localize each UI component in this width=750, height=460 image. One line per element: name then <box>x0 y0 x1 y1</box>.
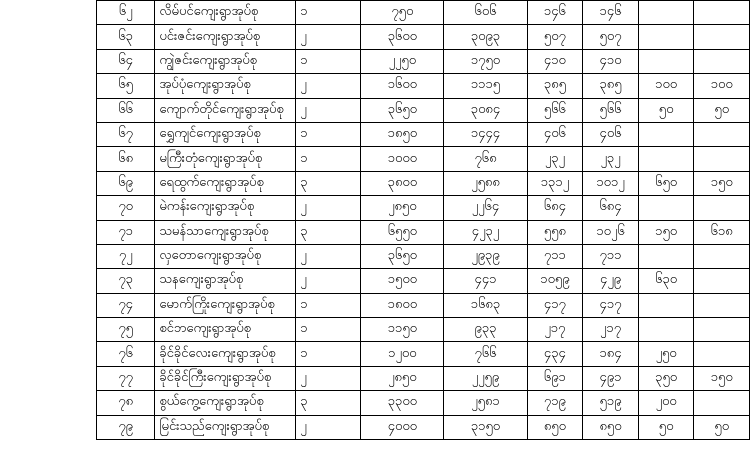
row-number-cell: ၇၀ <box>97 196 155 220</box>
column-c-cell: ၇၆၈ <box>444 147 527 171</box>
table-row <box>97 244 750 268</box>
row-number-cell: ၆၆ <box>97 98 155 122</box>
column-c-cell: ၄၂၃၂ <box>444 220 527 244</box>
village-tract-name-cell: ခိုင်ခိုင်လေးကျေးရွာအုပ်စု <box>155 342 296 366</box>
table-row <box>97 49 750 73</box>
table-row <box>97 171 750 195</box>
column-f-cell <box>638 147 694 171</box>
column-g-cell <box>694 196 750 220</box>
row-number-cell: ၆၇ <box>97 122 155 146</box>
column-a-cell: ၂ <box>296 98 361 122</box>
column-f-cell: ၆၃၀ <box>638 269 694 293</box>
column-d-cell: ၂၁၇ <box>527 318 583 342</box>
column-e-cell: ၄၂၉ <box>583 269 639 293</box>
column-e-cell: ၄၉၁ <box>583 366 639 390</box>
village-tract-name-cell: မောက်ကြိုးကျေးရွာအုပ်စု <box>155 293 296 317</box>
column-f-cell <box>638 244 694 268</box>
column-b-cell: ၁၀၀၀ <box>361 147 444 171</box>
column-g-cell <box>694 244 750 268</box>
column-b-cell: ၂၈၅၀ <box>361 196 444 220</box>
column-e-cell: ၃၈၅ <box>583 74 639 98</box>
column-c-cell: ၇၆၆ <box>444 342 527 366</box>
column-a-cell: ၂ <box>296 415 361 439</box>
row-number-cell: ၆၃ <box>97 25 155 49</box>
column-a-cell: ၂ <box>296 74 361 98</box>
village-tract-name-cell: လိမ်ပင်ကျေးရွာအုပ်စု <box>155 1 296 25</box>
column-d-cell: ၄၁၀ <box>527 49 583 73</box>
column-d-cell: ၂၃၂ <box>527 147 583 171</box>
table-row <box>97 220 750 244</box>
row-number-cell: ၇၄ <box>97 293 155 317</box>
table-row <box>97 196 750 220</box>
column-g-cell <box>694 25 750 49</box>
column-a-cell: ၁ <box>296 318 361 342</box>
row-number-cell: ၆၈ <box>97 147 155 171</box>
row-number-cell: ၇၈ <box>97 391 155 415</box>
column-b-cell: ၁၈၀၀ <box>361 293 444 317</box>
column-f-cell: ၂၀၀ <box>638 391 694 415</box>
column-g-cell: ၁၀၀ <box>694 74 750 98</box>
column-d-cell: ၈၅၀ <box>527 415 583 439</box>
column-a-cell: ၂ <box>296 269 361 293</box>
column-b-cell: ၁၅၀၀ <box>361 269 444 293</box>
column-d-cell: ၁၀၅၉ <box>527 269 583 293</box>
table-row <box>97 366 750 390</box>
row-number-cell: ၇၂ <box>97 244 155 268</box>
column-b-cell: ၁၁၅၀ <box>361 318 444 342</box>
column-c-cell: ၁၄၄၄ <box>444 122 527 146</box>
column-g-cell <box>694 318 750 342</box>
column-b-cell: ၃၃၀၀ <box>361 391 444 415</box>
column-b-cell: ၁၆၀၀ <box>361 74 444 98</box>
column-e-cell: ၁၀၂၆ <box>583 220 639 244</box>
column-g-cell: ၁၅၀ <box>694 171 750 195</box>
column-e-cell: ၅၀၇ <box>583 25 639 49</box>
column-d-cell: ၃၈၅ <box>527 74 583 98</box>
column-a-cell: ၁ <box>296 122 361 146</box>
column-g-cell <box>694 122 750 146</box>
column-c-cell: ၁၆၈၃ <box>444 293 527 317</box>
table-row <box>97 415 750 439</box>
village-tract-name-cell: သနကျေးရွာအုပ်စု <box>155 269 296 293</box>
column-c-cell: ၃၀၉၃ <box>444 25 527 49</box>
column-d-cell: ၅၅၈ <box>527 220 583 244</box>
column-c-cell: ၄၄၁ <box>444 269 527 293</box>
column-g-cell <box>694 293 750 317</box>
column-g-cell <box>694 269 750 293</box>
table-row <box>97 318 750 342</box>
column-a-cell: ၁ <box>296 293 361 317</box>
row-number-cell: ၆၄ <box>97 49 155 73</box>
row-number-cell: ၆၅ <box>97 74 155 98</box>
table-row <box>97 98 750 122</box>
column-d-cell: ၄၀၆ <box>527 122 583 146</box>
village-tract-name-cell: လှတောကျေးရွာအုပ်စု <box>155 244 296 268</box>
village-tract-name-cell: သမန်သာကျေးရွာအုပ်စု <box>155 220 296 244</box>
column-b-cell: ၁၈၅၀ <box>361 122 444 146</box>
column-c-cell: ၂၂၅၉ <box>444 366 527 390</box>
column-g-cell <box>694 342 750 366</box>
row-number-cell: ၇၆ <box>97 342 155 366</box>
column-g-cell <box>694 147 750 171</box>
column-g-cell: ၁၅၀ <box>694 366 750 390</box>
column-g-cell <box>694 1 750 25</box>
column-f-cell: ၅၀ <box>638 98 694 122</box>
village-tract-name-cell: မြင်းသည်ကျေးရွာအုပ်စု <box>155 415 296 439</box>
column-d-cell: ၁၄၆ <box>527 1 583 25</box>
row-number-cell: ၇၁ <box>97 220 155 244</box>
column-a-cell: ၁ <box>296 49 361 73</box>
table-row <box>97 25 750 49</box>
column-e-cell: ၄၁၀ <box>583 49 639 73</box>
column-a-cell: ၁ <box>296 342 361 366</box>
column-d-cell: ၆၈၄ <box>527 196 583 220</box>
column-f-cell <box>638 196 694 220</box>
column-b-cell: ၃၆၀၀ <box>361 25 444 49</box>
column-f-cell <box>638 293 694 317</box>
column-f-cell: ၆၅၀ <box>638 171 694 195</box>
column-c-cell: ၉၃၃ <box>444 318 527 342</box>
column-c-cell: ၁၁၁၅ <box>444 74 527 98</box>
village-tract-name-cell: ရေထွက်ကျေးရွာအုပ်စု <box>155 171 296 195</box>
table-row <box>97 293 750 317</box>
village-tract-name-cell: ရွှေကျင်ကျေးရွာအုပ်စု <box>155 122 296 146</box>
column-b-cell: ၃၆၅၀ <box>361 98 444 122</box>
column-d-cell: ၄၁၇ <box>527 293 583 317</box>
column-a-cell: ၃ <box>296 171 361 195</box>
column-g-cell: ၅၀ <box>694 415 750 439</box>
village-tract-name-cell: ခိုင်ခိုင်ကြီးကျေးရွာအုပ်စု <box>155 366 296 390</box>
row-number-cell: ၆၉ <box>97 171 155 195</box>
table-row <box>97 1 750 25</box>
table-body <box>97 1 750 440</box>
column-c-cell: ၃၁၅၀ <box>444 415 527 439</box>
column-e-cell: ၅၆၆ <box>583 98 639 122</box>
column-c-cell: ၃၀၈၄ <box>444 98 527 122</box>
table-row <box>97 74 750 98</box>
table-row <box>97 391 750 415</box>
column-d-cell: ၅၆၆ <box>527 98 583 122</box>
column-e-cell: ၈၅၀ <box>583 415 639 439</box>
column-f-cell: ၁၅၀ <box>638 220 694 244</box>
column-b-cell: ၃၈၀၀ <box>361 171 444 195</box>
column-g-cell: ၆၁၈ <box>694 220 750 244</box>
column-f-cell <box>638 318 694 342</box>
column-d-cell: ၄၃၄ <box>527 342 583 366</box>
column-a-cell: ၂ <box>296 244 361 268</box>
column-a-cell: ၁ <box>296 147 361 171</box>
column-b-cell: ၁၂၀၀ <box>361 342 444 366</box>
column-g-cell <box>694 391 750 415</box>
column-b-cell: ၆၅၅၀ <box>361 220 444 244</box>
column-a-cell: ၁ <box>296 1 361 25</box>
column-e-cell: ၄၁၇ <box>583 293 639 317</box>
column-b-cell: ၂၈၅၀ <box>361 366 444 390</box>
data-table <box>96 0 750 440</box>
column-c-cell: ၂၅၈၈ <box>444 171 527 195</box>
column-e-cell: ၂၃၂ <box>583 147 639 171</box>
village-tract-name-cell: မကြီးတုံကျေးရွာအုပ်စု <box>155 147 296 171</box>
village-tract-name-cell: မဲကန်းကျေးရွာအုပ်စု <box>155 196 296 220</box>
column-c-cell: ၂၉၃၉ <box>444 244 527 268</box>
village-tract-name-cell: အုပ်ပုံကျေးရွာအုပ်စု <box>155 74 296 98</box>
column-f-cell <box>638 1 694 25</box>
column-f-cell: ၂၅၀ <box>638 342 694 366</box>
column-b-cell: ၇၅၀ <box>361 1 444 25</box>
column-e-cell: ၅၁၉ <box>583 391 639 415</box>
column-a-cell: ၃ <box>296 391 361 415</box>
table-row <box>97 269 750 293</box>
column-f-cell: ၃၅၀ <box>638 366 694 390</box>
column-b-cell: ၂၂၅၀ <box>361 49 444 73</box>
column-a-cell: ၂ <box>296 25 361 49</box>
column-c-cell: ၆၀၆ <box>444 1 527 25</box>
column-d-cell: ၅၀၇ <box>527 25 583 49</box>
column-a-cell: ၂ <box>296 366 361 390</box>
column-e-cell: ၇၁၁ <box>583 244 639 268</box>
column-e-cell: ၁၈၄ <box>583 342 639 366</box>
village-tract-name-cell: ကျောက်တိုင်ကျေးရွာအုပ်စု <box>155 98 296 122</box>
column-f-cell <box>638 122 694 146</box>
village-tract-name-cell: စွယ်ကွေ့ကျေးရွာအုပ်စု <box>155 391 296 415</box>
column-a-cell: ၃ <box>296 220 361 244</box>
column-b-cell: ၄၀၀၀ <box>361 415 444 439</box>
village-tract-name-cell: စင်ဘကျေးရွာအုပ်စု <box>155 318 296 342</box>
column-g-cell <box>694 49 750 73</box>
column-e-cell: ၆၈၄ <box>583 196 639 220</box>
column-d-cell: ၆၉၁ <box>527 366 583 390</box>
row-number-cell: ၆၂ <box>97 1 155 25</box>
column-f-cell <box>638 49 694 73</box>
column-f-cell: ၅၀ <box>638 415 694 439</box>
row-number-cell: ၇၃ <box>97 269 155 293</box>
column-e-cell: ၂၁၇ <box>583 318 639 342</box>
column-c-cell: ၁၇၅၀ <box>444 49 527 73</box>
column-f-cell: ၁၀၀ <box>638 74 694 98</box>
table-row <box>97 122 750 146</box>
village-tract-name-cell: ကျွဲဇင်းကျေးရွာအုပ်စု <box>155 49 296 73</box>
row-number-cell: ၇၉ <box>97 415 155 439</box>
column-b-cell: ၃၆၅၀ <box>361 244 444 268</box>
village-tract-name-cell: ပင်းဇင်းကျေးရွာအုပ်စု <box>155 25 296 49</box>
row-number-cell: ၇၅ <box>97 318 155 342</box>
table-row <box>97 147 750 171</box>
column-d-cell: ၁၃၁၂ <box>527 171 583 195</box>
column-e-cell: ၁၀၁၂ <box>583 171 639 195</box>
column-d-cell: ၇၁၉ <box>527 391 583 415</box>
column-d-cell: ၇၁၁ <box>527 244 583 268</box>
column-c-cell: ၂၅၈၁ <box>444 391 527 415</box>
column-e-cell: ၄၀၆ <box>583 122 639 146</box>
column-c-cell: ၂၂၆၄ <box>444 196 527 220</box>
column-a-cell: ၂ <box>296 196 361 220</box>
column-g-cell: ၅၀ <box>694 98 750 122</box>
table-row <box>97 342 750 366</box>
column-e-cell: ၁၄၆ <box>583 1 639 25</box>
row-number-cell: ၇၇ <box>97 366 155 390</box>
column-f-cell <box>638 25 694 49</box>
